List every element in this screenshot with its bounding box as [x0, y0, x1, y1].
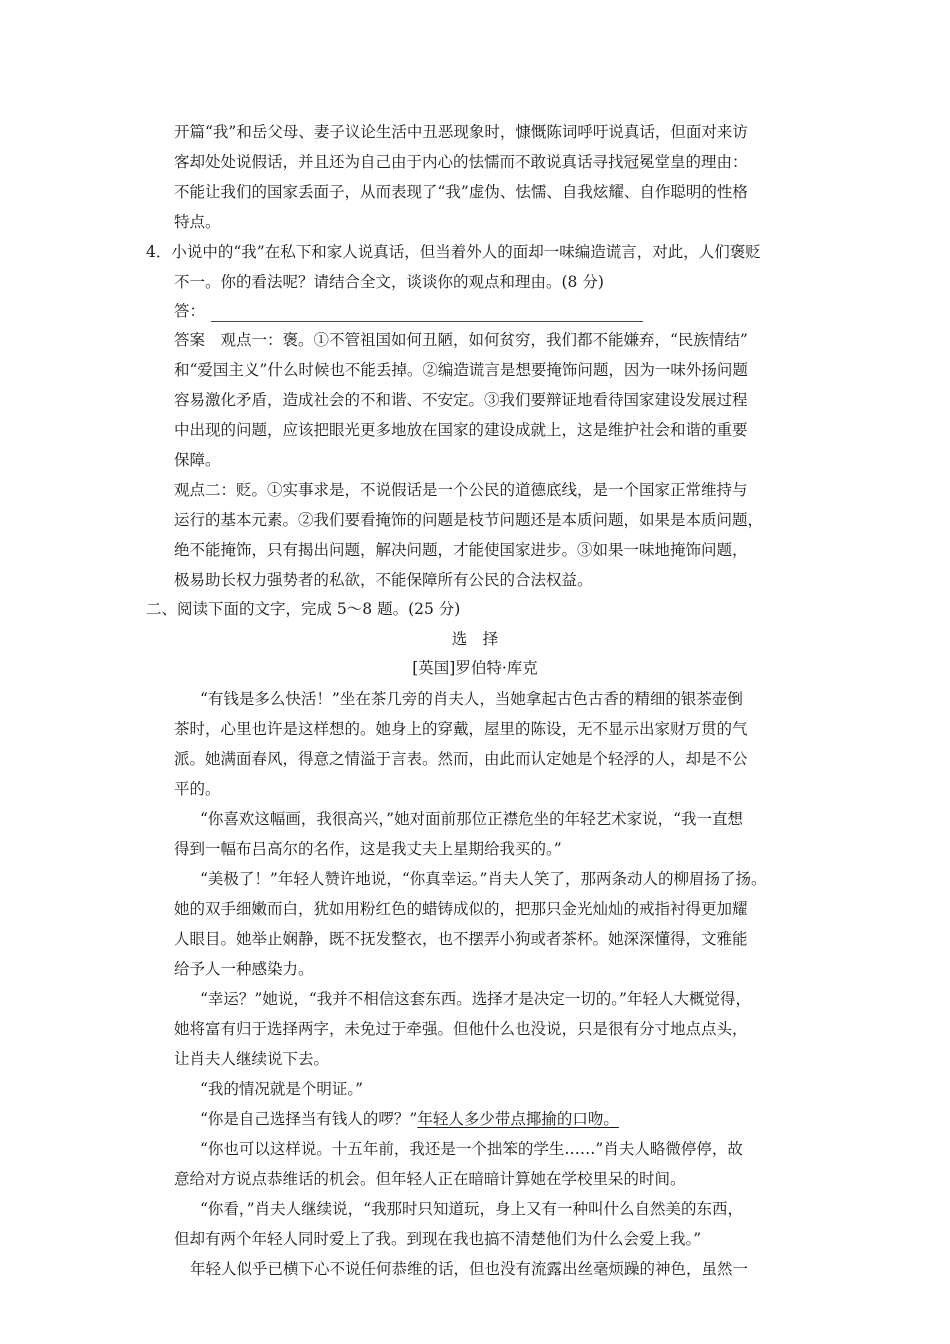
answer-text-line: 不能让我们的国家丢面子，从而表现了“我”虚伪、怯懦、自我炫耀、自作聪明的性格 [174, 183, 748, 201]
story-line: “你看，”肖夫人继续说，“我那时只知道玩，身上又有一种叫什么自然美的东西， [200, 1200, 744, 1218]
story-line: 年轻人似乎已横下心不说任何恭维的话，但也没有流露出丝毫烦躁的神色，虽然一 [190, 1260, 749, 1278]
answer-view-2-line: 极易助长权力强势者的私欲，不能保障所有公民的合法权益。 [174, 571, 593, 589]
answer-text-line: 特点。 [174, 213, 221, 231]
story-line: “你也可以这样说。十五年前，我还是一个拙笨的学生……”肖夫人略微停停，故 [200, 1140, 743, 1158]
answer-text-line: 开篇“我”和岳父母、妻子议论生活中丑恶现象时，慷慨陈词呼吁说真话，但面对来访 [174, 123, 748, 141]
answer-view-2-line: 观点二：贬。①实事求是，不说假话是一个公民的道德底线，是一个国家正常维持与 [174, 481, 748, 499]
story-title: 选 择 [451, 630, 499, 648]
story-line: “美极了！”年轻人赞许地说，“你真幸运。”肖夫人笑了，那两条动人的柳眉扬了扬。 [200, 870, 767, 888]
answer-view-2-line: 绝不能掩饰，只有揭出问题，解决问题，才能使国家进步。③如果一味地掩饰问题， [174, 541, 748, 559]
dialogue-text: “你是自己选择当有钱人的啰？” [200, 1110, 418, 1128]
answer-view-1-line: 和“爱国主义”什么时候也不能丢掉。②编造谎言是想要掩饰问题，因为一味外扬问题 [174, 361, 748, 379]
story-line: 意给对方说点恭维话的机会。但年轻人正在暗暗计算她在学校里呆的时间。 [174, 1170, 686, 1188]
story-line: 人眼目。她举止娴静，既不抚发整衣，也不摆弄小狗或者茶杯。她深深懂得，文雅能 [174, 930, 748, 948]
answer-blank-line [211, 307, 643, 322]
story-line: 她将富有归于选择两字，未免过于牵强。但他什么也没说，只是很有分寸地点点头， [174, 1020, 748, 1038]
answer-field [174, 300, 643, 322]
story-line: 茶时，心里也许是这样想的。她身上的穿戴，屋里的陈设，无不显示出家财万贯的气 [174, 720, 748, 738]
answer-view-1-line: 容易激化矛盾，造成社会的不和谐、不安定。③我们要辩证地看待国家建设发展过程 [174, 391, 748, 409]
story-line: 给予人一种感染力。 [174, 960, 314, 978]
answer-view-1-line: 中出现的问题，应该把眼光更多地放在国家的建设成就上，这是维护社会和谐的重要 [174, 421, 748, 439]
story-line: 派。她满面春风，得意之情溢于言表。然而，由此而认定她是个轻浮的人，却是不公 [174, 750, 748, 768]
story-line: 得到一幅布吕高尔的名作，这是我丈夫上星期给我买的。” [174, 840, 562, 858]
answer-label: 答： [174, 302, 206, 320]
section-heading: 二、阅读下面的文字，完成 5～8 题。(25 分) [146, 600, 461, 618]
answer-view-2-line: 运行的基本元素。②我们要看掩饰的问题是枝节问题还是本质问题，如果是本质问题， [174, 511, 764, 529]
story-line: 平的。 [174, 780, 221, 798]
story-line: 但却有两个年轻人同时爱上了我。到现在我也搞不清楚他们为什么会爱上我。” [174, 1230, 702, 1248]
question-4-text: 4．小说中的“我”在私下和家人说真话，但当着外人的面却一味编造谎言，对此，人们褒贬 [146, 243, 761, 261]
story-author: [英国]罗伯特·库克 [412, 659, 538, 677]
story-line: “幸运？”她说，“我并不相信这套东西。选择才是决定一切的。”年轻人大概觉得， [200, 990, 751, 1008]
story-line: “有钱是多么快活！”坐在茶几旁的肖夫人，当她拿起古色古香的精细的银茶壶倒 [200, 690, 743, 708]
answer-view-1-line: 保障。 [174, 451, 221, 469]
answer-view-1-line: 答案 观点一：褒。①不管祖国如何丑陋，如何贫穷，我们都不能嫌弃，“民族情结” [174, 331, 748, 349]
story-line: “我的情况就是个明证。” [200, 1080, 364, 1098]
story-line: 让肖夫人继续说下去。 [174, 1050, 330, 1068]
story-line: “你喜欢这幅画，我很高兴，”她对面前那位正襟危坐的年轻艺术家说，“我一直想 [200, 810, 744, 828]
story-line: 她的双手细嫩而白，犹如用粉红色的蜡铸成似的，把那只金光灿灿的戒指衬得更加耀 [174, 900, 748, 918]
underlined-phrase: 年轻人多少带点揶揄的口吻。 [417, 1110, 619, 1128]
answer-text-line: 客却处处说假话，并且还为自己由于内心的怯懦而不敢说真话寻找冠冕堂皇的理由： [174, 153, 748, 171]
question-4-text: 不一。你的看法呢？请结合全文，谈谈你的观点和理由。(8 分) [174, 273, 604, 291]
story-line [200, 1108, 619, 1130]
